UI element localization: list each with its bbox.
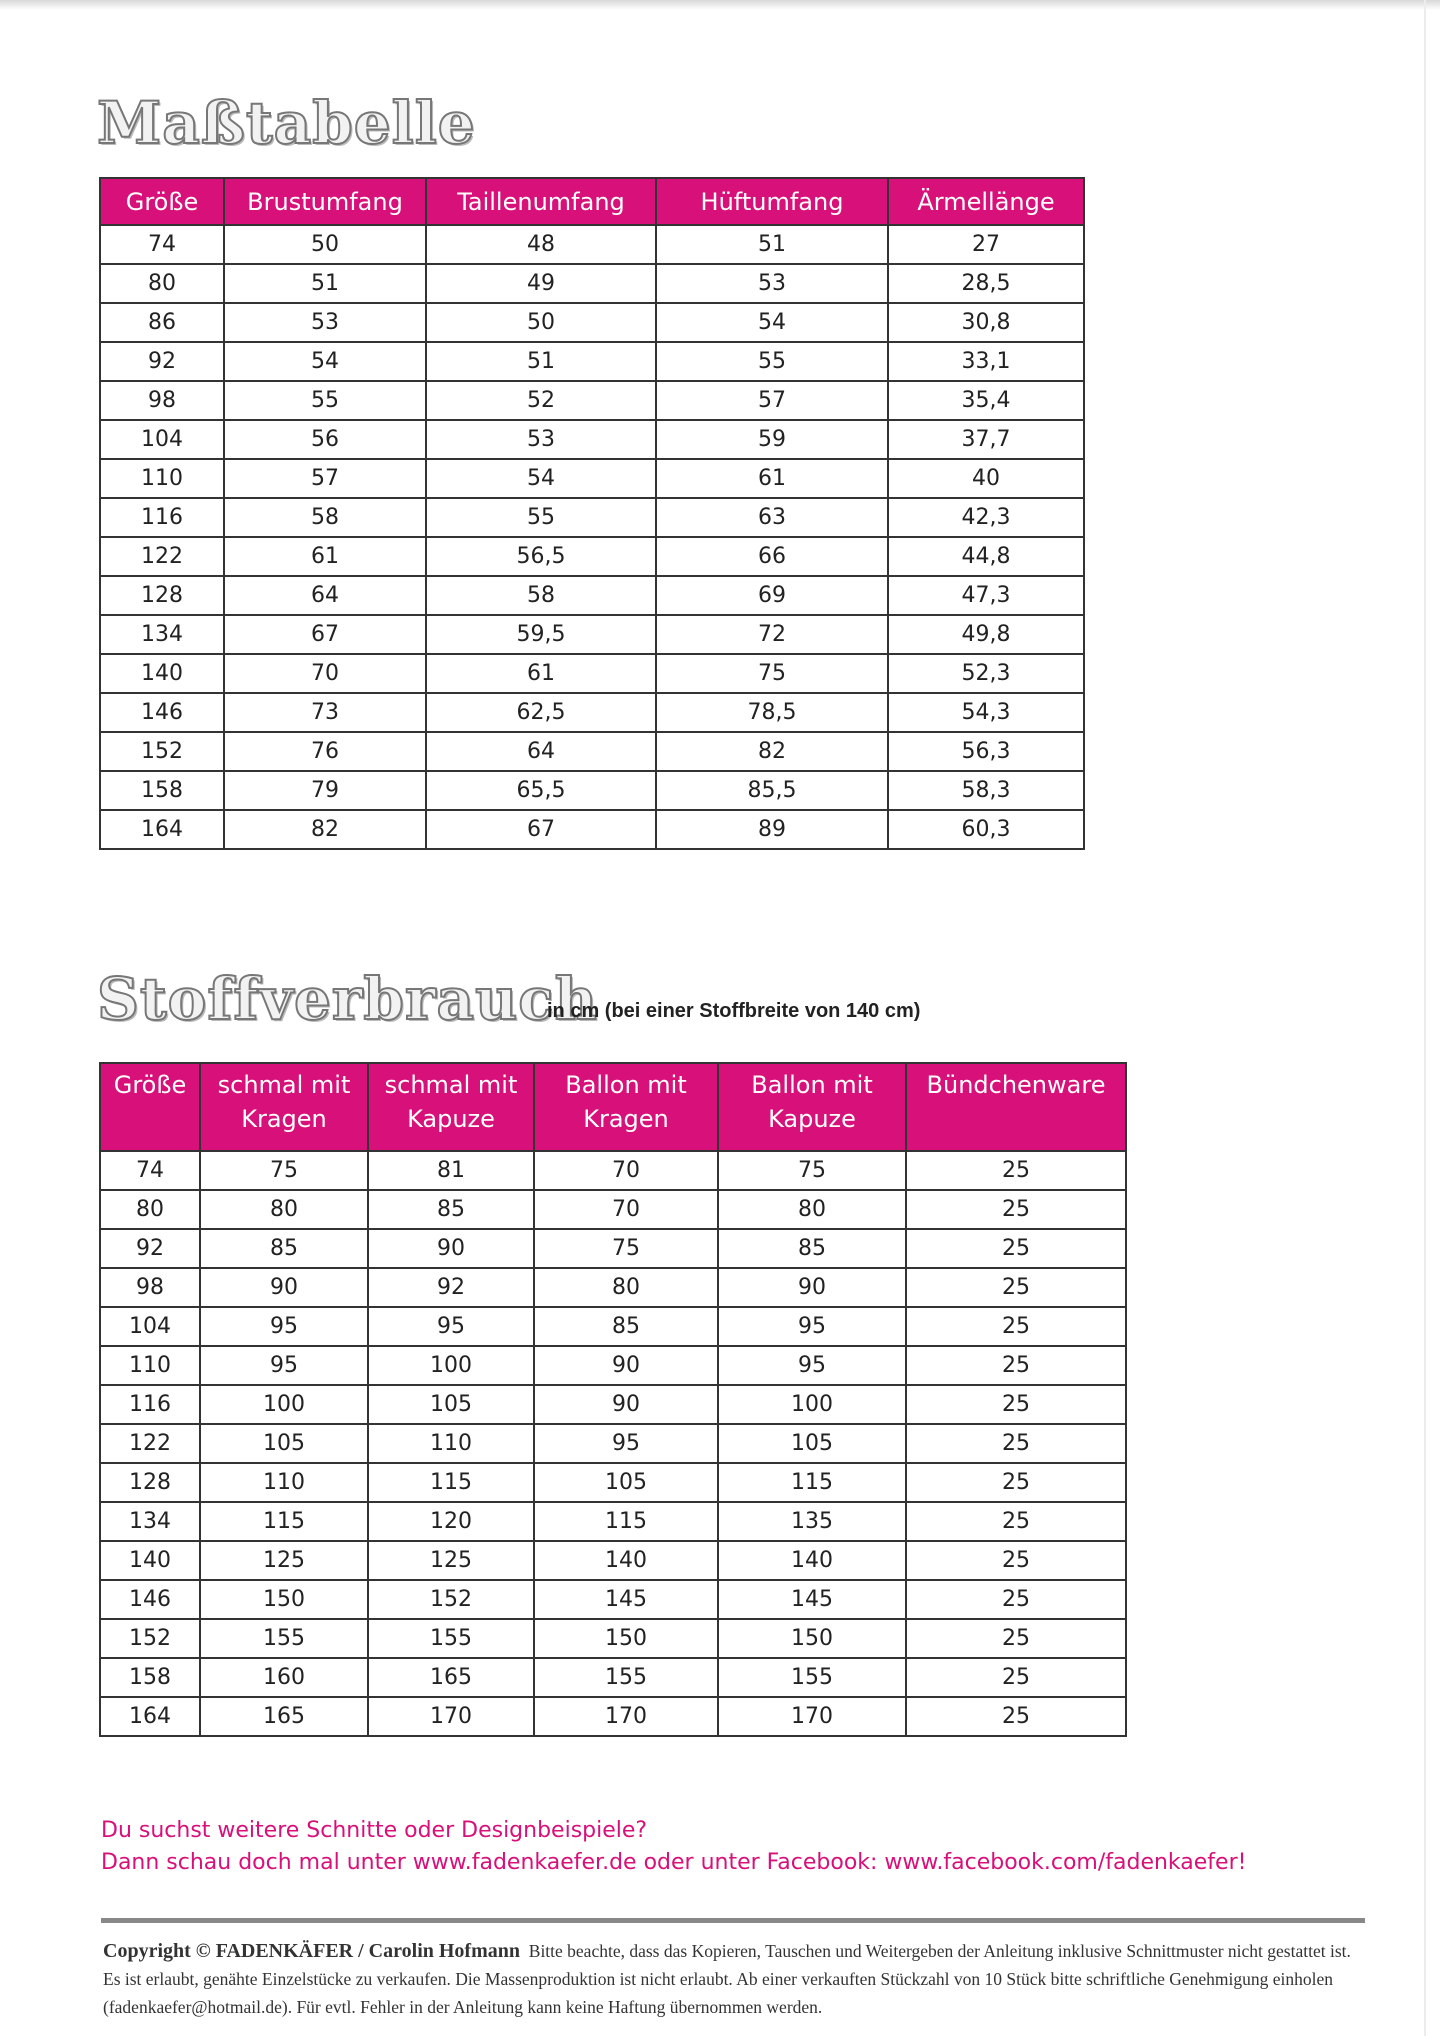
mass-table (99, 177, 1085, 850)
value-cell: 69 (656, 576, 888, 615)
value-cell: 120 (368, 1502, 534, 1541)
size-cell: 116 (100, 498, 224, 537)
value-cell: 155 (534, 1658, 718, 1697)
size-cell: 92 (100, 342, 224, 381)
size-cell: 164 (100, 810, 224, 849)
value-cell: 40 (888, 459, 1084, 498)
more-patterns-note (101, 1815, 1246, 1879)
table-row (100, 537, 1084, 576)
value-cell: 70 (534, 1151, 718, 1190)
value-cell: 25 (906, 1502, 1126, 1541)
value-cell: 125 (368, 1541, 534, 1580)
table-row (100, 459, 1084, 498)
value-cell: 30,8 (888, 303, 1084, 342)
table-row (100, 1268, 1126, 1307)
value-cell: 85 (200, 1229, 368, 1268)
value-cell: 50 (224, 225, 426, 264)
copyright-footer (103, 1937, 1363, 2021)
header-line: Größe (113, 1071, 187, 1099)
value-cell: 115 (368, 1463, 534, 1502)
value-cell: 90 (200, 1268, 368, 1307)
header-line: Ballon mit (565, 1071, 687, 1099)
value-cell: 25 (906, 1268, 1126, 1307)
value-cell: 95 (718, 1346, 906, 1385)
header-cell (906, 1063, 1126, 1151)
value-cell: 25 (906, 1190, 1126, 1229)
value-cell: 75 (534, 1229, 718, 1268)
value-cell: 25 (906, 1229, 1126, 1268)
value-cell: 79 (224, 771, 426, 810)
value-cell: 58 (224, 498, 426, 537)
size-cell: 146 (100, 693, 224, 732)
size-cell: 104 (100, 1307, 200, 1346)
value-cell: 170 (718, 1697, 906, 1736)
value-cell: 150 (534, 1619, 718, 1658)
value-cell: 56,5 (426, 537, 656, 576)
value-cell: 51 (656, 225, 888, 264)
value-cell: 115 (534, 1502, 718, 1541)
header-cell (200, 1063, 368, 1151)
value-cell: 61 (224, 537, 426, 576)
value-cell: 52,3 (888, 654, 1084, 693)
value-cell: 110 (368, 1424, 534, 1463)
value-cell: 85 (718, 1229, 906, 1268)
size-cell: 146 (100, 1580, 200, 1619)
size-cell: 158 (100, 771, 224, 810)
value-cell: 58 (426, 576, 656, 615)
value-cell: 25 (906, 1619, 1126, 1658)
header-cell (534, 1063, 718, 1151)
value-cell: 85 (368, 1190, 534, 1229)
stoff-table-title: Stoffverbrauch (97, 965, 598, 1033)
value-cell: 66 (656, 537, 888, 576)
value-cell: 59,5 (426, 615, 656, 654)
value-cell: 150 (718, 1619, 906, 1658)
header-line: Bündchenware (926, 1071, 1106, 1099)
value-cell: 155 (200, 1619, 368, 1658)
value-cell: 95 (200, 1346, 368, 1385)
header-cell (100, 1063, 200, 1151)
header-cell (718, 1063, 906, 1151)
size-cell: 128 (100, 1463, 200, 1502)
table-row (100, 1463, 1126, 1502)
value-cell: 28,5 (888, 264, 1084, 303)
value-cell: 75 (718, 1151, 906, 1190)
header-line: Kapuze (768, 1105, 856, 1133)
table-row (100, 1307, 1126, 1346)
size-cell: 80 (100, 1190, 200, 1229)
value-cell: 75 (656, 654, 888, 693)
table-row (100, 1541, 1126, 1580)
header-cell: Hüftumfang (656, 178, 888, 225)
size-cell: 152 (100, 732, 224, 771)
table-row (100, 381, 1084, 420)
size-cell: 134 (100, 1502, 200, 1541)
value-cell: 110 (200, 1463, 368, 1502)
value-cell: 100 (718, 1385, 906, 1424)
table-row (100, 615, 1084, 654)
value-cell: 85 (534, 1307, 718, 1346)
value-cell: 95 (718, 1307, 906, 1346)
value-cell: 70 (224, 654, 426, 693)
value-cell: 160 (200, 1658, 368, 1697)
value-cell: 75 (200, 1151, 368, 1190)
value-cell: 105 (368, 1385, 534, 1424)
size-cell: 122 (100, 537, 224, 576)
size-cell: 122 (100, 1424, 200, 1463)
table-row (100, 1229, 1126, 1268)
value-cell: 170 (534, 1697, 718, 1736)
size-cell: 140 (100, 654, 224, 693)
value-cell: 25 (906, 1346, 1126, 1385)
table-row (100, 732, 1084, 771)
value-cell: 90 (534, 1385, 718, 1424)
page-top-edge (0, 0, 1440, 10)
header-line: schmal mit (384, 1071, 518, 1099)
value-cell: 165 (200, 1697, 368, 1736)
value-cell: 49,8 (888, 615, 1084, 654)
value-cell: 54 (224, 342, 426, 381)
value-cell: 25 (906, 1580, 1126, 1619)
header-line: Ballon mit (751, 1071, 873, 1099)
size-cell: 164 (100, 1697, 200, 1736)
value-cell: 35,4 (888, 381, 1084, 420)
value-cell: 140 (718, 1541, 906, 1580)
value-cell: 105 (200, 1424, 368, 1463)
value-cell: 90 (368, 1229, 534, 1268)
value-cell: 82 (656, 732, 888, 771)
value-cell: 54,3 (888, 693, 1084, 732)
value-cell: 100 (200, 1385, 368, 1424)
size-cell: 110 (100, 459, 224, 498)
value-cell: 115 (718, 1463, 906, 1502)
value-cell: 80 (718, 1190, 906, 1229)
size-cell: 80 (100, 264, 224, 303)
info-line-2: Dann schau doch mal unter www.fadenkaefer.de oder unter Facebook: www.facebook.com/fadenkaefer! (101, 1850, 1247, 1875)
table-row (100, 576, 1084, 615)
value-cell: 54 (656, 303, 888, 342)
value-cell: 170 (368, 1697, 534, 1736)
size-cell: 152 (100, 1619, 200, 1658)
value-cell: 49 (426, 264, 656, 303)
value-cell: 51 (426, 342, 656, 381)
value-cell: 56 (224, 420, 426, 459)
value-cell: 53 (656, 264, 888, 303)
value-cell: 73 (224, 693, 426, 732)
table-row (100, 810, 1084, 849)
value-cell: 67 (224, 615, 426, 654)
header-line: Kragen (583, 1105, 669, 1133)
value-cell: 89 (656, 810, 888, 849)
value-cell: 53 (426, 420, 656, 459)
value-cell: 105 (718, 1424, 906, 1463)
value-cell: 165 (368, 1658, 534, 1697)
value-cell: 61 (426, 654, 656, 693)
value-cell: 58,3 (888, 771, 1084, 810)
value-cell: 155 (368, 1619, 534, 1658)
value-cell: 62,5 (426, 693, 656, 732)
value-cell: 25 (906, 1424, 1126, 1463)
table-row (100, 1424, 1126, 1463)
value-cell: 25 (906, 1151, 1126, 1190)
stoff-table-header-row (100, 1063, 1126, 1151)
value-cell: 25 (906, 1385, 1126, 1424)
value-cell: 67 (426, 810, 656, 849)
value-cell: 56,3 (888, 732, 1084, 771)
table-row (100, 498, 1084, 537)
value-cell: 65,5 (426, 771, 656, 810)
size-cell: 86 (100, 303, 224, 342)
table-row (100, 1580, 1126, 1619)
value-cell: 150 (200, 1580, 368, 1619)
table-row (100, 420, 1084, 459)
value-cell: 57 (224, 459, 426, 498)
value-cell: 76 (224, 732, 426, 771)
value-cell: 125 (200, 1541, 368, 1580)
value-cell: 64 (224, 576, 426, 615)
value-cell: 33,1 (888, 342, 1084, 381)
table-row (100, 1385, 1126, 1424)
table-row (100, 1658, 1126, 1697)
table-row (100, 264, 1084, 303)
value-cell: 140 (534, 1541, 718, 1580)
footer-divider (101, 1918, 1365, 1923)
table-row (100, 1697, 1126, 1736)
value-cell: 82 (224, 810, 426, 849)
value-cell: 100 (368, 1346, 534, 1385)
value-cell: 47,3 (888, 576, 1084, 615)
value-cell: 152 (368, 1580, 534, 1619)
header-cell: Ärmellänge (888, 178, 1084, 225)
stoff-table (99, 1062, 1127, 1737)
copyright-text: Bitte beachte, dass das Kopieren, Tauschen und Weitergeben der Anleitung inklusive Schnittmuster nicht gestattet ist. Es ist erlaubt, genähte Einzelstücke zu verkaufen. Die Massenproduktion ist nicht erlaubt. Ab einer verkauften Stückzahl von 10 Stück bitte schriftliche Genehmigung einholen (fadenkaefer@hotmail.de). Für evtl. Fehler in der Anleitung kann keine Haftung übernommen werden. (103, 1941, 1351, 2017)
size-cell: 74 (100, 225, 224, 264)
value-cell: 59 (656, 420, 888, 459)
table-row (100, 693, 1084, 732)
value-cell: 51 (224, 264, 426, 303)
value-cell: 44,8 (888, 537, 1084, 576)
value-cell: 95 (368, 1307, 534, 1346)
value-cell: 50 (426, 303, 656, 342)
header-line: Kragen (241, 1105, 327, 1133)
size-cell: 134 (100, 615, 224, 654)
size-cell: 92 (100, 1229, 200, 1268)
value-cell: 81 (368, 1151, 534, 1190)
header-cell: Taillenumfang (426, 178, 656, 225)
table-row (100, 342, 1084, 381)
size-cell: 140 (100, 1541, 200, 1580)
size-cell: 98 (100, 381, 224, 420)
value-cell: 25 (906, 1541, 1126, 1580)
value-cell: 78,5 (656, 693, 888, 732)
info-line-1: Du suchst weitere Schnitte oder Designbeispiele? (101, 1818, 648, 1843)
table-row (100, 1346, 1126, 1385)
value-cell: 63 (656, 498, 888, 537)
value-cell: 145 (534, 1580, 718, 1619)
size-cell: 128 (100, 576, 224, 615)
value-cell: 55 (656, 342, 888, 381)
value-cell: 80 (534, 1268, 718, 1307)
value-cell: 27 (888, 225, 1084, 264)
value-cell: 135 (718, 1502, 906, 1541)
size-cell: 158 (100, 1658, 200, 1697)
value-cell: 61 (656, 459, 888, 498)
table-row (100, 225, 1084, 264)
value-cell: 48 (426, 225, 656, 264)
value-cell: 57 (656, 381, 888, 420)
size-cell: 116 (100, 1385, 200, 1424)
value-cell: 25 (906, 1697, 1126, 1736)
value-cell: 85,5 (656, 771, 888, 810)
value-cell: 115 (200, 1502, 368, 1541)
value-cell: 95 (200, 1307, 368, 1346)
value-cell: 80 (200, 1190, 368, 1229)
value-cell: 42,3 (888, 498, 1084, 537)
value-cell: 72 (656, 615, 888, 654)
value-cell: 70 (534, 1190, 718, 1229)
value-cell: 55 (426, 498, 656, 537)
value-cell: 155 (718, 1658, 906, 1697)
value-cell: 90 (534, 1346, 718, 1385)
header-cell (368, 1063, 534, 1151)
page-right-edge (1424, 0, 1426, 2036)
value-cell: 54 (426, 459, 656, 498)
table-row (100, 771, 1084, 810)
value-cell: 37,7 (888, 420, 1084, 459)
header-line: Kapuze (407, 1105, 495, 1133)
size-cell: 110 (100, 1346, 200, 1385)
table-row (100, 1151, 1126, 1190)
stoff-table-subtitle: in cm (bei einer Stoffbreite von 140 cm) (547, 1000, 921, 1022)
header-line: schmal mit (217, 1071, 351, 1099)
value-cell: 90 (718, 1268, 906, 1307)
mass-table-header-row (100, 178, 1084, 225)
value-cell: 145 (718, 1580, 906, 1619)
size-cell: 74 (100, 1151, 200, 1190)
header-cell: Größe (100, 178, 224, 225)
value-cell: 60,3 (888, 810, 1084, 849)
value-cell: 53 (224, 303, 426, 342)
value-cell: 95 (534, 1424, 718, 1463)
value-cell: 25 (906, 1658, 1126, 1697)
table-row (100, 303, 1084, 342)
header-cell: Brustumfang (224, 178, 426, 225)
value-cell: 105 (534, 1463, 718, 1502)
value-cell: 55 (224, 381, 426, 420)
copyright-label: Copyright © FADENKÄFER / Carolin Hofmann (103, 1940, 521, 1962)
mass-table-title: Maßtabelle (97, 89, 476, 157)
table-row (100, 1502, 1126, 1541)
value-cell: 64 (426, 732, 656, 771)
table-row (100, 1619, 1126, 1658)
table-row (100, 654, 1084, 693)
value-cell: 25 (906, 1463, 1126, 1502)
value-cell: 92 (368, 1268, 534, 1307)
size-cell: 98 (100, 1268, 200, 1307)
value-cell: 25 (906, 1307, 1126, 1346)
table-row (100, 1190, 1126, 1229)
value-cell: 52 (426, 381, 656, 420)
size-cell: 104 (100, 420, 224, 459)
